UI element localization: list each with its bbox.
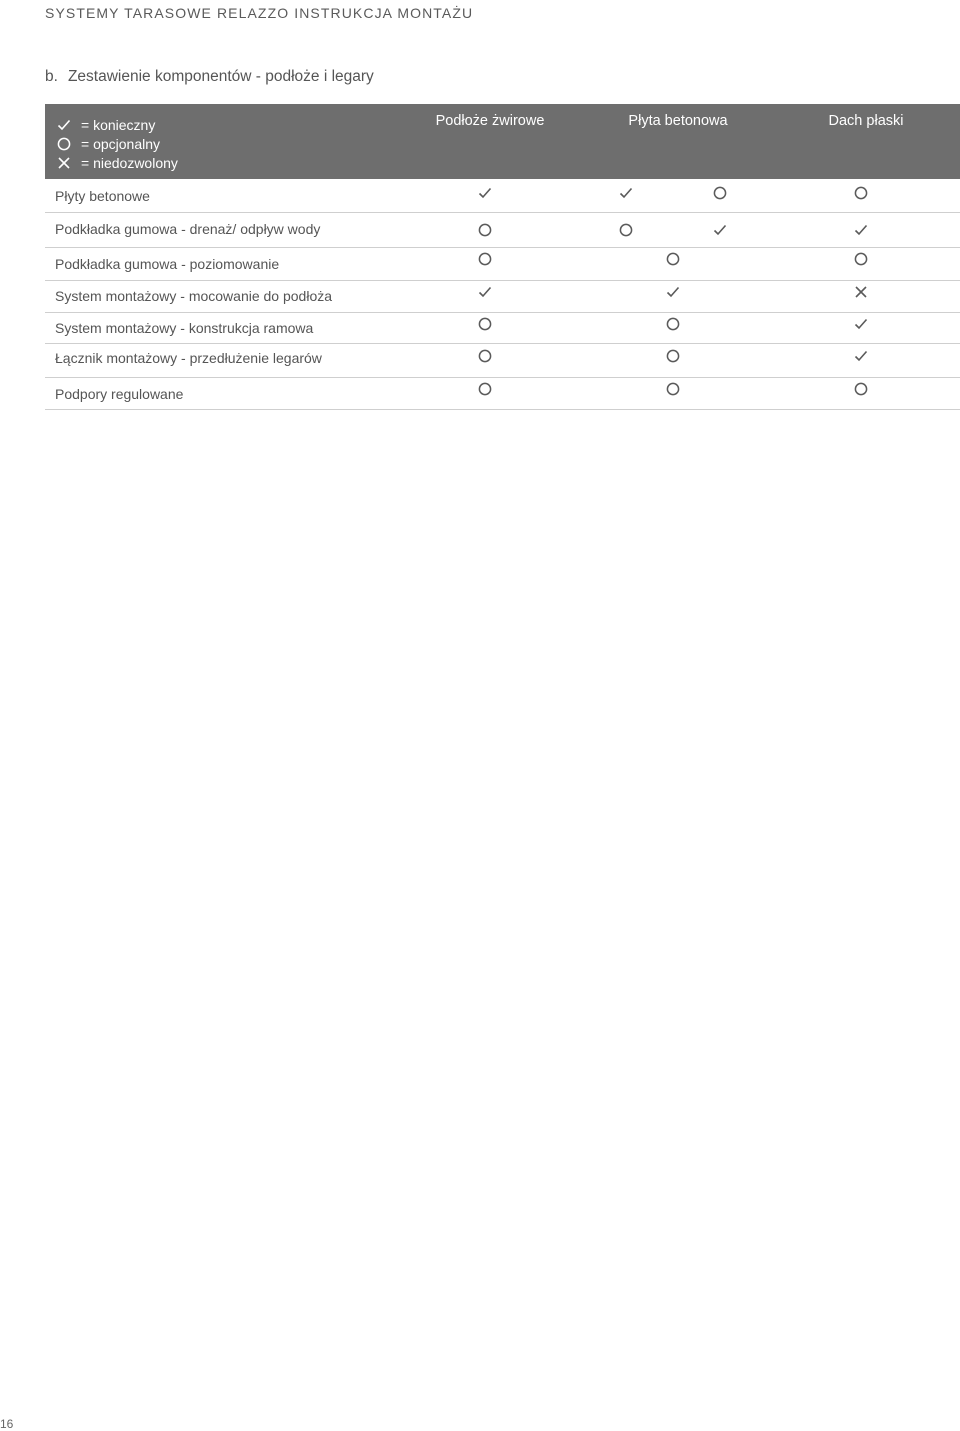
circle-icon <box>478 382 492 396</box>
circle-icon <box>57 137 71 151</box>
circle-icon <box>854 382 868 396</box>
circle-icon <box>666 252 680 266</box>
section-title <box>45 68 374 86</box>
row-label: Łącznik montażowy - przedłużenie legarów <box>55 350 322 366</box>
circle-icon <box>713 186 727 200</box>
check-icon <box>478 285 492 299</box>
circle-icon <box>478 252 492 266</box>
cross-icon <box>57 156 71 170</box>
check-icon <box>854 317 868 331</box>
column-header-concrete-slab: Płyta betonowa <box>628 113 728 129</box>
table-row <box>45 280 960 313</box>
table-row <box>45 377 960 410</box>
check-icon <box>619 186 633 200</box>
legend-label: = konieczny <box>81 116 156 133</box>
circle-icon <box>478 223 492 237</box>
circle-icon <box>478 317 492 331</box>
legend-label: = niedozwolony <box>81 154 178 171</box>
table-header <box>45 104 960 179</box>
table-row <box>45 247 960 281</box>
running-header: SYSTEMY TARASOWE RELAZZO INSTRUKCJA MONTAŻU <box>45 5 474 21</box>
check-icon <box>854 349 868 363</box>
cross-icon <box>854 285 868 299</box>
section-number: b. <box>45 68 58 85</box>
circle-icon <box>854 186 868 200</box>
circle-icon <box>854 252 868 266</box>
column-header-flat-roof: Dach płaski <box>828 113 904 129</box>
table-row <box>45 312 960 344</box>
row-label: Płyty betonowe <box>55 188 150 204</box>
row-label: System montażowy - konstrukcja ramowa <box>55 320 314 336</box>
check-icon <box>666 285 680 299</box>
check-icon <box>478 186 492 200</box>
table-row <box>45 180 960 213</box>
circle-icon <box>666 317 680 331</box>
column-header-gravel: Podłoże żwirowe <box>435 113 545 129</box>
circle-icon <box>619 223 633 237</box>
table-row <box>45 343 960 378</box>
legend-forbidden <box>57 153 178 172</box>
check-icon <box>854 223 868 237</box>
row-label: Podpory regulowane <box>55 386 184 402</box>
legend-label: = opcjonalny <box>81 135 161 152</box>
section-title-text: Zestawienie komponentów - podłoże i legary <box>67 68 374 85</box>
row-label: System montażowy - mocowanie do podłoża <box>55 288 333 304</box>
legend-required <box>57 115 155 134</box>
legend-optional <box>57 134 160 153</box>
page-number: 16 <box>0 1417 14 1431</box>
check-icon <box>57 118 71 132</box>
check-icon <box>713 223 727 237</box>
table-row <box>45 212 960 248</box>
circle-icon <box>666 382 680 396</box>
circle-icon <box>666 349 680 363</box>
row-label: Podkładka gumowa - poziomowanie <box>55 256 280 272</box>
circle-icon <box>478 349 492 363</box>
row-label: Podkładka gumowa - drenaż/ odpływ wody <box>55 221 321 237</box>
